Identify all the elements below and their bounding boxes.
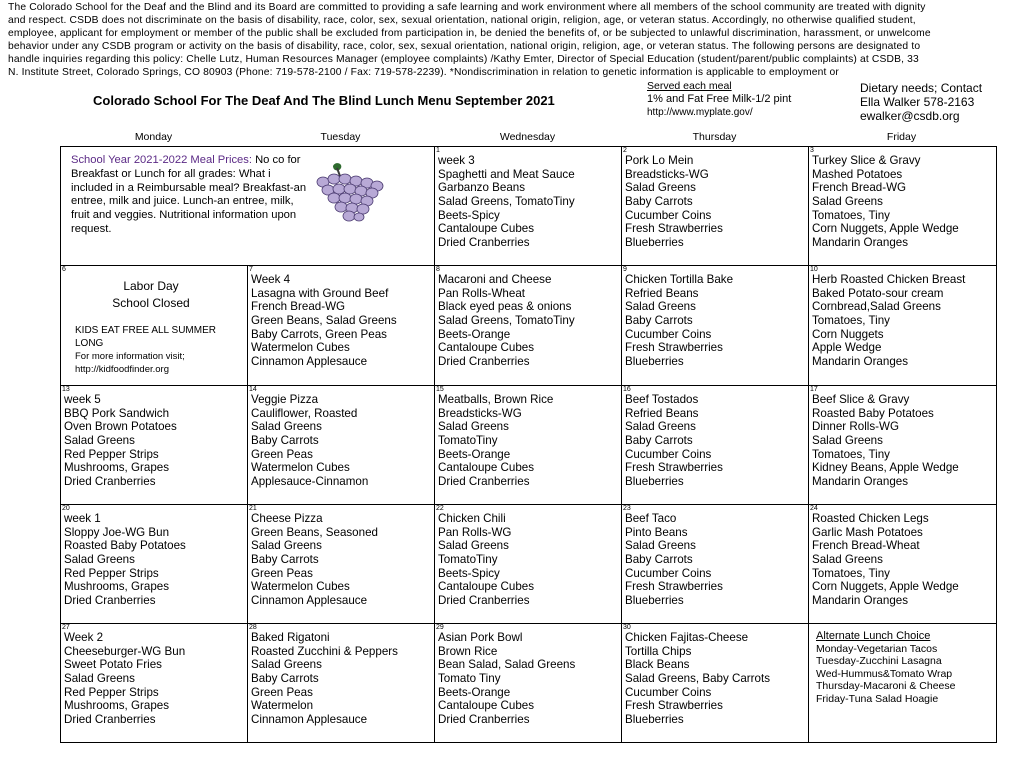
- day-cell: [435, 147, 622, 266]
- day-cell: [435, 505, 622, 624]
- menu-item: Salad Greens: [625, 539, 696, 553]
- menu-item: Dried Cranberries: [438, 235, 530, 249]
- date-number: 28: [249, 624, 257, 631]
- menu-item: Beets-Orange: [438, 447, 511, 461]
- menu-item: Salad Greens: [625, 420, 696, 434]
- day-cell: [809, 505, 996, 624]
- day-cell: [622, 505, 809, 624]
- menu-item: Salad Greens: [812, 552, 883, 566]
- menu-item: Tomatoes, Tiny: [812, 566, 890, 580]
- meal-prices-lead: No co: [251, 154, 285, 166]
- menu-item: Mandarin Oranges: [812, 235, 909, 249]
- menu-item: Pan Rolls-Wheat: [438, 286, 525, 300]
- day-cell: [248, 505, 435, 624]
- menu-item: Beef Tostados: [625, 393, 699, 406]
- menu-item: Mushrooms, Grapes: [64, 461, 170, 475]
- day-cell: [248, 386, 435, 505]
- menu-item: Tomatoes, Tiny: [812, 447, 890, 461]
- menu-items: [438, 512, 534, 608]
- menu-item: week 5: [64, 393, 101, 406]
- menu-item: Dried Cranberries: [64, 474, 156, 488]
- menu-item: Apple Wedge: [812, 341, 882, 355]
- school-closed: School Closed: [112, 296, 190, 310]
- menu-item: Cauliflower, Roasted: [251, 406, 358, 420]
- menu-item: Cinnamon Applesauce: [251, 354, 368, 368]
- served-each-meal: [647, 80, 791, 119]
- menu-item: Blueberries: [625, 354, 684, 368]
- menu-item: Baby Carrots: [625, 433, 693, 447]
- day-cell: [435, 624, 622, 742]
- menu-item: Tomatoes, Tiny: [812, 208, 890, 222]
- menu-item: Macaroni and Cheese: [438, 273, 552, 286]
- served-milk: 1% and Fat Free Milk-1/2 pint: [647, 93, 792, 105]
- kidfoodfinder-link[interactable]: http://kidfoodfinder.org: [75, 364, 170, 375]
- day-cell: [809, 147, 996, 266]
- menu-items: [438, 154, 575, 250]
- menu-item: Cucumber Coins: [625, 566, 712, 580]
- menu-item: Salad Greens: [812, 433, 883, 447]
- menu-item: Red Pepper Strips: [64, 566, 159, 580]
- alternate-lunch-heading: Alternate Lunch Choice: [816, 630, 931, 642]
- date-number: 10: [810, 266, 818, 273]
- menu-item: Sweet Potato Fries: [64, 658, 162, 672]
- date-number: 27: [62, 624, 70, 631]
- menu-item: Cinnamon Applesauce: [251, 712, 368, 726]
- menu-item: Mashed Potatoes: [812, 167, 903, 181]
- menu-items: [812, 154, 959, 250]
- menu-item: Cucumber Coins: [625, 685, 712, 699]
- dietary-contact: [860, 81, 982, 123]
- day-cell: [435, 386, 622, 505]
- date-number: 16: [623, 386, 631, 393]
- menu-item: Roasted Zucchini & Peppers: [251, 644, 398, 658]
- date-number: 1: [436, 147, 440, 154]
- day-cell: [809, 266, 996, 386]
- menu-item: Salad Greens: [64, 671, 135, 685]
- meal-prices-heading: School Year 2021-2022 Meal Prices:: [71, 154, 252, 166]
- menu-item: Watermelon Cubes: [251, 461, 350, 475]
- myplate-link[interactable]: http://www.myplate.gov/: [647, 107, 753, 118]
- menu-item: Spaghetti and Meat Sauce: [438, 167, 575, 181]
- menu-calendar: [60, 146, 997, 743]
- date-number: 2: [623, 147, 627, 154]
- menu-item: Roasted Baby Potatoes: [812, 406, 934, 420]
- menu-item: French Bread-Wheat: [812, 539, 920, 553]
- menu-item: Chicken Fajitas-Cheese: [625, 631, 749, 644]
- day-cell: [809, 386, 996, 505]
- menu-item: Blueberries: [625, 474, 684, 488]
- menu-item: Watermelon Cubes: [251, 341, 350, 355]
- menu-items: [625, 154, 723, 250]
- date-number: 29: [436, 624, 444, 631]
- menu-item: Cantaloupe Cubes: [438, 222, 535, 236]
- menu-item: Salad Greens: [64, 433, 135, 447]
- menu-item: Salad Greens: [625, 300, 696, 314]
- menu-items: [64, 393, 177, 489]
- labor-day-cell: [61, 266, 248, 386]
- menu-items: [625, 631, 770, 727]
- menu-item: Salad Greens, TomatoTiny: [438, 194, 575, 208]
- alternate-lunch-list: [816, 630, 955, 705]
- menu-item: Green Peas: [251, 447, 313, 461]
- menu-item: Salad Greens: [64, 552, 135, 566]
- menu-items: [812, 512, 959, 608]
- dietary-person: Ella Walker 578-2163: [860, 95, 975, 109]
- menu-item: Beets-Orange: [438, 327, 511, 341]
- menu-items: [64, 631, 185, 727]
- menu-item: French Bread-WG: [812, 181, 907, 195]
- date-number: 17: [810, 386, 818, 393]
- date-number: 6: [62, 266, 66, 273]
- menu-item: Watermelon: [251, 699, 314, 713]
- menu-item: Dinner Rolls-WG: [812, 420, 899, 434]
- menu-item: Baby Carrots: [625, 194, 693, 208]
- menu-item: Pan Rolls-WG: [438, 525, 512, 539]
- menu-item: Baby Carrots: [251, 671, 319, 685]
- menu-item: Applesauce-Cinnamon: [251, 474, 369, 488]
- day-cell: [248, 624, 435, 742]
- date-number: 20: [62, 505, 70, 512]
- notice-line: N. Institute Street, Colorado Springs, CO 80903 (Phone: 719-578-2100 / Fax: 719-578-2239). *Nondiscrimination in relation to genetic information is applicable to employment or: [8, 66, 839, 78]
- menu-item: French Bread-WG: [251, 300, 346, 314]
- menu-item: Salad Greens, Baby Carrots: [625, 671, 770, 685]
- menu-items: [625, 273, 733, 369]
- menu-item: Sloppy Joe-WG Bun: [64, 525, 170, 539]
- day-friday: Friday: [886, 131, 917, 142]
- menu-item: TomatoTiny: [438, 552, 498, 566]
- menu-item: Fresh Strawberries: [625, 461, 723, 475]
- menu-item: Beef Taco: [625, 512, 677, 525]
- day-cell: [61, 505, 248, 624]
- menu-item: Cantaloupe Cubes: [438, 699, 535, 713]
- day-wednesday: Wednesday: [499, 131, 556, 143]
- menu-item: week 1: [64, 512, 101, 525]
- menu-items: [251, 273, 397, 369]
- date-number: 22: [436, 505, 444, 512]
- menu-item: Veggie Pizza: [251, 393, 319, 406]
- day-cell: [622, 624, 809, 742]
- menu-item: Corn Nuggets, Apple Wedge: [812, 580, 959, 594]
- alternate-lunch-item: Monday-Vegetarian Tacos: [816, 642, 938, 655]
- menu-item: Cheeseburger-WG Bun: [64, 644, 186, 658]
- menu-item: Dried Cranberries: [438, 354, 530, 368]
- menu-item: Blueberries: [625, 593, 684, 607]
- menu-item: Asian Pork Bowl: [438, 631, 523, 644]
- menu-item: Herb Roasted Chicken Breast: [812, 273, 966, 286]
- day-cell: [622, 147, 809, 266]
- grapes-icon: [313, 162, 385, 224]
- menu-item: Green Beans, Seasoned: [251, 525, 378, 539]
- menu-item: Corn Nuggets: [812, 327, 884, 341]
- menu-item: Breadsticks-WG: [625, 167, 709, 181]
- menu-item: Salad Greens: [812, 194, 883, 208]
- menu-item: Week 2: [64, 631, 104, 644]
- menu-items: [625, 393, 723, 489]
- menu-item: Mushrooms, Grapes: [64, 699, 170, 713]
- menu-item: Kidney Beans, Apple Wedge: [812, 461, 959, 475]
- day-monday: Monday: [134, 131, 173, 143]
- notice-line: employee, applicant for employment or member of the public shall be excluded from participation in, be denied the benefits of, or be subjected to unlawful discrimination, harassment, or unwelcome: [8, 27, 931, 39]
- menu-item: Cantaloupe Cubes: [438, 461, 535, 475]
- menu-item: Red Pepper Strips: [64, 685, 159, 699]
- alternate-lunch-item: Thursday-Macaroni & Cheese: [816, 680, 956, 692]
- date-number: 13: [62, 386, 70, 393]
- menu-item: Refried Beans: [625, 406, 699, 420]
- menu-item: Beets-Spicy: [438, 208, 500, 222]
- menu-items: [251, 393, 368, 489]
- menu-item: Green Beans, Salad Greens: [251, 313, 397, 327]
- menu-item: Watermelon Cubes: [251, 580, 350, 594]
- menu-item: Fresh Strawberries: [625, 341, 723, 355]
- menu-item: Cucumber Coins: [625, 208, 712, 222]
- menu-items: [438, 273, 575, 369]
- menu-item: Baked Rigatoni: [251, 631, 330, 644]
- menu-item: Cheese Pizza: [251, 512, 323, 525]
- menu-item: Salad Greens: [251, 539, 322, 553]
- menu-item: Breadsticks-WG: [438, 406, 522, 420]
- menu-item: Roasted Chicken Legs: [812, 512, 929, 525]
- menu-items: [812, 393, 959, 489]
- menu-item: Fresh Strawberries: [625, 222, 723, 236]
- date-number: 21: [249, 505, 257, 512]
- menu-item: Chicken Tortilla Bake: [625, 273, 734, 286]
- weekday-header: [60, 131, 997, 145]
- date-number: 9: [623, 266, 627, 273]
- labor-day-note: [61, 278, 241, 312]
- notice-line: and respect. CSDB does not discriminate on the basis of disability, race, color, sex, sexual orientation, national origin, religion, age, or veteran status. Accordingly, no otherwise qualified student,: [8, 14, 916, 26]
- date-number: 8: [436, 266, 440, 273]
- menu-item: Dried Cranberries: [64, 593, 156, 607]
- menu-item: BBQ Pork Sandwich: [64, 406, 170, 420]
- menu-item: Green Peas: [251, 566, 313, 580]
- menu-item: Mandarin Oranges: [812, 354, 909, 368]
- date-number: 30: [623, 624, 631, 631]
- date-number: 15: [436, 386, 444, 393]
- menu-item: Chicken Chili: [438, 512, 506, 525]
- day-cell: [61, 624, 248, 742]
- menu-item: Dried Cranberries: [438, 593, 530, 607]
- menu-item: Tomatoes, Tiny: [812, 313, 890, 327]
- menu-item: Salad Greens: [438, 420, 509, 434]
- menu-item: Salad Greens: [251, 420, 322, 434]
- menu-item: Week 4: [251, 273, 291, 286]
- date-number: 7: [249, 266, 253, 273]
- menu-item: Salad Greens: [438, 539, 509, 553]
- day-cell: [248, 266, 435, 386]
- menu-item: Salad Greens: [625, 181, 696, 195]
- menu-item: Cucumber Coins: [625, 447, 712, 461]
- menu-item: TomatoTiny: [438, 433, 498, 447]
- menu-item: Cucumber Coins: [625, 327, 712, 341]
- menu-item: Mushrooms, Grapes: [64, 580, 170, 594]
- menu-item: Black eyed peas & onions: [438, 300, 572, 314]
- day-thursday: Thursday: [692, 131, 737, 142]
- alternate-lunch-item: Tuesday-Zucchini Lasagna: [816, 655, 942, 667]
- day-cell: [435, 266, 622, 386]
- menu-item: Lasagna with Ground Beef: [251, 286, 389, 300]
- menu-item: Fresh Strawberries: [625, 580, 723, 594]
- dietary-email[interactable]: ewalker@csdb.org: [860, 109, 960, 123]
- day-cell: [61, 386, 248, 505]
- menu-item: Baby Carrots: [625, 313, 693, 327]
- menu-item: Mandarin Oranges: [812, 474, 909, 488]
- menu-item: Green Peas: [251, 685, 313, 699]
- menu-item: Refried Beans: [625, 286, 699, 300]
- menu-items: [251, 631, 398, 727]
- menu-items: [812, 273, 965, 369]
- menu-item: Pork Lo Mein: [625, 154, 694, 167]
- menu-item: Cinnamon Applesauce: [251, 593, 368, 607]
- menu-item: Corn Nuggets, Apple Wedge: [812, 222, 959, 236]
- menu-item: Cornbread,Salad Greens: [812, 300, 941, 314]
- date-number: 23: [623, 505, 631, 512]
- labor-day-title: Labor Day: [123, 279, 179, 293]
- meal-prices-cell: [61, 147, 435, 266]
- menu-item: Tomato Tiny: [438, 671, 501, 685]
- date-number: 24: [810, 505, 818, 512]
- menu-item: Baby Carrots: [251, 433, 319, 447]
- menu-item: Beef Slice & Gravy: [812, 393, 910, 406]
- menu-item: Baked Potato-sour cream: [812, 286, 944, 300]
- menu-item: Salad Greens: [251, 658, 322, 672]
- notice-line: behavior under any CSDB program or activity on the basis of disability, race, color, sex, sexual orientation, national origin, religion, age, or veteran status. The following persons are designated to: [8, 40, 921, 52]
- menu-item: Cantaloupe Cubes: [438, 580, 535, 594]
- notice-line: The Colorado School for the Deaf and the Blind and its Board are committed to providing a safe learning and work environment where all members of the school community are treated with dignity: [8, 2, 926, 13]
- menu-item: Dried Cranberries: [438, 712, 530, 726]
- alternate-lunch-item: Friday-Tuna Salad Hoagie: [816, 692, 939, 705]
- menu-item: Blueberries: [625, 235, 684, 249]
- menu-item: Oven Brown Potatoes: [64, 420, 177, 434]
- date-number: 14: [249, 386, 257, 393]
- menu-item: Brown Rice: [438, 644, 498, 658]
- menu-title: Colorado School For The Deaf And The Blind Lunch Menu September 2021: [93, 93, 555, 108]
- kids-eat-free-heading: KIDS EAT FREE ALL SUMMER LONG: [75, 325, 216, 349]
- menu-item: Garbanzo Beans: [438, 181, 526, 195]
- menu-item: Cantaloupe Cubes: [438, 341, 535, 355]
- notice-line: handle inquiries regarding this policy: Chelle Lutz, Human Resources Manager (employee complaints) /Kathy Emter, Director of Special Education (student/parent/public complaints) at CSDB, 33: [8, 53, 919, 65]
- menu-item: Beets-Orange: [438, 685, 511, 699]
- menu-item: Baby Carrots: [251, 552, 319, 566]
- menu-item: Roasted Baby Potatoes: [64, 539, 186, 553]
- menu-items: [251, 512, 378, 608]
- day-tuesday: Tuesday: [320, 131, 361, 143]
- meal-prices-body: for Breakfast or Lunch for all grades: What i included in a Reimbursable meal? Breakfast-an entree, milk and juice. Lunch-an entree, milk, fruit and veggies. Nutritional information upon request.: [71, 154, 307, 235]
- alternate-lunch-cell: [809, 624, 996, 742]
- kids-eat-free-note: [75, 324, 245, 376]
- menu-items: [625, 512, 723, 608]
- menu-item: Beets-Spicy: [438, 566, 500, 580]
- menu-item: Black Beans: [625, 658, 690, 672]
- menu-items: [438, 393, 553, 489]
- meal-prices-note: [71, 154, 314, 237]
- menu-item: week 3: [438, 154, 475, 167]
- menu-item: Baby Carrots, Green Peas: [251, 327, 387, 341]
- date-number: 3: [810, 147, 814, 154]
- nondiscrimination-notice: [8, 2, 1008, 79]
- menu-item: Tortilla Chips: [625, 644, 692, 658]
- menu-item: Mandarin Oranges: [812, 593, 909, 607]
- menu-item: Dried Cranberries: [438, 474, 530, 488]
- menu-item: Bean Salad, Salad Greens: [438, 658, 576, 672]
- menu-item: Fresh Strawberries: [625, 699, 723, 713]
- menu-item: Baby Carrots: [625, 552, 693, 566]
- dietary-heading: Dietary needs; Contact: [860, 81, 983, 95]
- menu-items: [64, 512, 186, 608]
- menu-item: Dried Cranberries: [64, 712, 156, 726]
- alternate-lunch-item: Wed-Hummus&Tomato Wrap: [816, 667, 953, 680]
- menu-item: Meatballs, Brown Rice: [438, 393, 554, 406]
- menu-item: Red Pepper Strips: [64, 447, 159, 461]
- menu-items: [438, 631, 575, 727]
- served-heading: Served each meal: [647, 80, 732, 92]
- kids-info-text: For more information visit;: [75, 351, 185, 362]
- menu-item: Pinto Beans: [625, 525, 688, 539]
- menu-item: Salad Greens, TomatoTiny: [438, 313, 575, 327]
- menu-item: Garlic Mash Potatoes: [812, 525, 923, 539]
- day-cell: [622, 386, 809, 505]
- menu-item: Turkey Slice & Gravy: [812, 154, 921, 167]
- day-cell: [622, 266, 809, 386]
- menu-item: Blueberries: [625, 712, 684, 726]
